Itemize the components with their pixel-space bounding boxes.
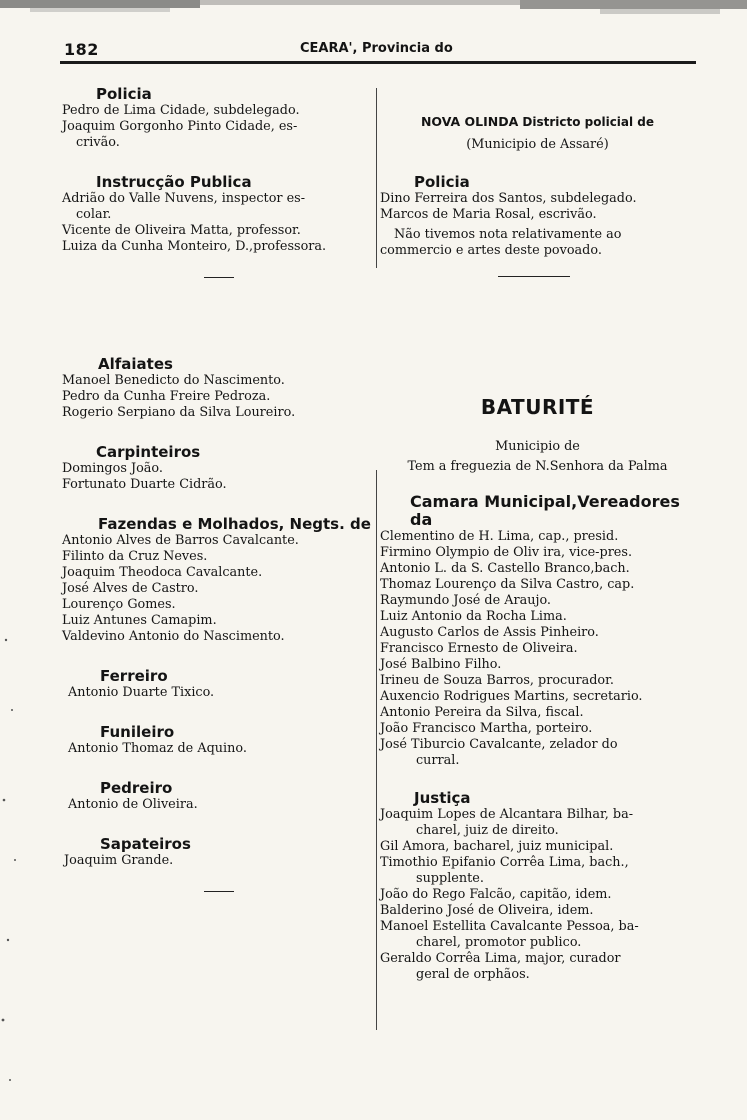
page-number: 182 — [64, 40, 99, 59]
fazendas-line: Lourenço Gomes. — [62, 597, 176, 612]
camara-line: Luiz Antonio da Rocha Lima. — [380, 609, 567, 624]
baturite-municipio: Municipio de — [495, 439, 580, 454]
pedreiro-heading: Pedreiro — [100, 779, 173, 797]
page-header — [60, 36, 700, 62]
justica-line: Manoel Estellita Cavalcante Pessoa, ba- — [380, 919, 639, 934]
camara-line: José Balbino Filho. — [380, 657, 502, 672]
pedreiro-line: Antonio de Oliveira. — [68, 797, 198, 812]
fazendas-line: Filinto da Cruz Neves. — [62, 549, 208, 564]
nota-line: commercio e artes deste povoado. — [380, 243, 602, 258]
funileiro-heading: Funileiro — [100, 723, 175, 741]
ferreiro-line: Antonio Duarte Tixico. — [68, 685, 215, 700]
carpinteiros-line: Domingos João. — [62, 461, 163, 476]
camara-line: Augusto Carlos de Assis Pinheiro. — [380, 625, 599, 640]
section-divider — [204, 277, 234, 278]
instrucao-line: Adrião do Valle Nuvens, inspector es- — [62, 191, 306, 206]
right-column — [380, 80, 695, 983]
instrucao-line: Vicente de Oliveira Matta, professor. — [62, 223, 301, 238]
justica-heading: Justiça — [414, 789, 471, 807]
camara-heading: Camara Municipal,Vereadores da — [410, 492, 680, 529]
column-rule-bottom — [376, 470, 377, 1030]
nova-olinda-district: Districto policial de — [522, 115, 655, 129]
column-rule-top — [376, 88, 377, 268]
baturite-freguezia: Tem a freguezia de N.Senhora da Palma — [407, 459, 668, 474]
justica-line: geral de orphãos. — [416, 967, 530, 982]
justica-line: charel, juiz de direito. — [416, 823, 559, 838]
funileiro-line: Antonio Thomaz de Aquino. — [68, 741, 247, 756]
running-head: CEARA', Provincia do — [300, 41, 453, 56]
nova-olinda-subtitle: (Municipio de Assaré) — [466, 137, 609, 152]
justica-line: charel, promotor publico. — [416, 935, 582, 950]
policia-line: crivão. — [76, 135, 120, 150]
policia-heading: Policia — [96, 85, 152, 103]
camara-line: João Francisco Martha, porteiro. — [380, 721, 593, 736]
fazendas-line: Valdevino Antonio do Nascimento. — [62, 629, 285, 644]
camara-line: Clementino de H. Lima, cap., presid. — [380, 529, 619, 544]
section-divider — [498, 276, 570, 277]
policia-right-line: Marcos de Maria Rosal, escrivão. — [380, 207, 597, 222]
justica-line: Timothio Epifanio Corrêa Lima, bach., — [380, 855, 629, 870]
policia-heading-right: Policia — [414, 173, 470, 191]
justica-line: Gil Amora, bacharel, juiz municipal. — [380, 839, 614, 854]
carpinteiros-line: Fortunato Duarte Cidrão. — [62, 477, 227, 492]
instrucao-line: colar. — [76, 207, 112, 222]
camara-line: Auxencio Rodrigues Martins, secretario. — [380, 689, 643, 704]
camara-line: Irineu de Souza Barros, procurador. — [380, 673, 614, 688]
camara-line: Thomaz Lourenço da Silva Castro, cap. — [380, 577, 635, 592]
sapateiros-line: Joaquim Grande. — [64, 853, 174, 868]
camara-line: Francisco Ernesto de Oliveira. — [380, 641, 578, 656]
nova-olinda-title — [380, 114, 695, 131]
camara-line: Firmino Olympio de Oliv ira, vice-pres. — [380, 545, 633, 560]
header-rule — [60, 61, 696, 64]
fazendas-line: Antonio Alves de Barros Cavalcante. — [62, 533, 299, 548]
sapateiros-heading: Sapateiros — [100, 835, 191, 853]
fazendas-line: José Alves de Castro. — [62, 581, 199, 596]
alfaiates-heading: Alfaiates — [98, 355, 173, 373]
justica-line: Balderino José de Oliveira, idem. — [380, 903, 594, 918]
camara-line: curral. — [416, 753, 460, 768]
policia-line: Pedro de Lima Cidade, subdelegado. — [62, 103, 300, 118]
left-column — [62, 80, 374, 892]
carpinteiros-heading: Carpinteiros — [96, 443, 201, 461]
instrucao-heading: Instrucção Publica — [96, 173, 252, 191]
justica-line: Geraldo Corrêa Lima, major, curador — [380, 951, 621, 966]
camara-line: Raymundo José de Araujo. — [380, 593, 551, 608]
camara-line: José Tiburcio Cavalcante, zelador do — [380, 737, 618, 752]
baturite-title: BATURITÉ — [480, 395, 595, 419]
alfaiates-line: Rogerio Serpiano da Silva Loureiro. — [62, 405, 296, 420]
scan-noise-edge — [0, 600, 28, 1120]
alfaiates-line: Pedro da Cunha Freire Pedroza. — [62, 389, 271, 404]
section-divider — [204, 891, 234, 892]
justica-line: Joaquim Lopes de Alcantara Bilhar, ba- — [380, 807, 634, 822]
camara-line: Antonio L. da S. Castello Branco,bach. — [380, 561, 630, 576]
policia-line: Joaquim Gorgonho Pinto Cidade, es- — [62, 119, 298, 134]
nota-line: Não tivemos nota relativamente ao — [394, 227, 622, 242]
fazendas-line: Joaquim Theodoca Cavalcante. — [62, 565, 263, 580]
instrucao-line: Luiza da Cunha Monteiro, D.,professora. — [62, 239, 327, 254]
justica-line: João do Rego Falcão, capitão, idem. — [380, 887, 612, 902]
fazendas-heading: Fazendas e Molhados, Negts. de — [98, 515, 371, 533]
scan-noise-top — [0, 0, 747, 28]
fazendas-line: Luiz Antunes Camapim. — [62, 613, 217, 628]
nova-olinda-name: NOVA OLINDA — [420, 114, 519, 129]
camara-line: Antonio Pereira da Silva, fiscal. — [380, 705, 584, 720]
policia-right-line: Dino Ferreira dos Santos, subdelegado. — [380, 191, 637, 206]
ferreiro-heading: Ferreiro — [100, 667, 168, 685]
alfaiates-line: Manoel Benedicto do Nascimento. — [62, 373, 285, 388]
justica-line: supplente. — [416, 871, 484, 886]
